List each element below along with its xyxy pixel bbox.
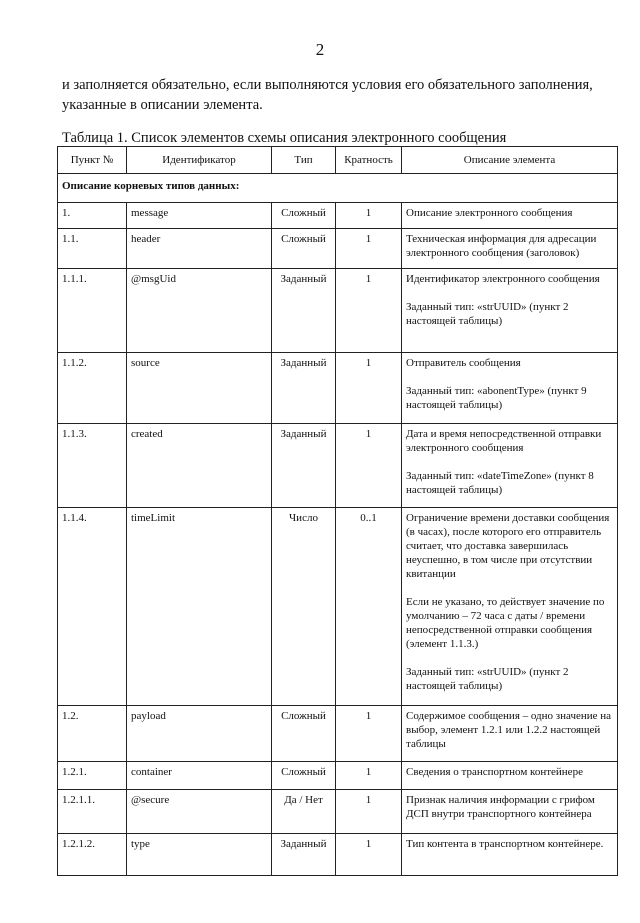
column-header-identifier: Идентификатор — [127, 147, 272, 174]
cell-multiplicity: 1 — [336, 424, 402, 508]
cell-multiplicity: 1 — [336, 353, 402, 424]
cell-description — [402, 424, 618, 508]
cell-identifier: payload — [127, 706, 272, 762]
cell-multiplicity: 1 — [336, 229, 402, 269]
cell-multiplicity: 1 — [336, 790, 402, 834]
description-paragraph: Идентификатор электронного сообщения — [406, 273, 600, 285]
page-number: 2 — [315, 40, 325, 59]
cell-multiplicity: 1 — [336, 834, 402, 876]
cell-description — [402, 762, 618, 790]
cell-identifier: type — [127, 834, 272, 876]
cell-description — [402, 508, 618, 706]
description-paragraph: Ограничение времени доставки сообщения (в часах), после которого его отправитель считает, что доставка завершилась неуспешно, в том числе при отсутствии квитанции — [406, 512, 610, 580]
cell-description — [402, 706, 618, 762]
cell-number: 1.1.3. — [58, 424, 127, 508]
cell-identifier: created — [127, 424, 272, 508]
cell-identifier: message — [127, 203, 272, 229]
intro-paragraph: и заполняется обязательно, если выполняются условия его обязательного заполнения, указанные в описании элемента. — [62, 77, 593, 113]
cell-type: Сложный — [272, 229, 336, 269]
cell-number: 1.2. — [58, 706, 127, 762]
cell-description — [402, 790, 618, 834]
description-paragraph: Заданный тип: «dateTimeZone» (пункт 8 настоящей таблицы) — [406, 470, 594, 496]
cell-multiplicity: 1 — [336, 706, 402, 762]
cell-type: Да / Нет — [272, 790, 336, 834]
table-row — [58, 229, 618, 269]
description-paragraph: Дата и время непосредственной отправки электронного сообщения — [406, 428, 602, 454]
cell-type: Сложный — [272, 762, 336, 790]
table-row — [58, 762, 618, 790]
description-paragraph: Признак наличия информации с грифом ДСП внутри транспортного контейнера — [406, 794, 595, 820]
cell-type: Заданный — [272, 269, 336, 353]
cell-description — [402, 353, 618, 424]
description-paragraph: Заданный тип: «strUUID» (пункт 2 настоящей таблицы) — [406, 666, 569, 692]
table-row — [58, 790, 618, 834]
cell-description — [402, 269, 618, 353]
description-paragraph: Сведения о транспортном контейнере — [406, 766, 583, 778]
description-paragraph: Отправитель сообщения — [406, 357, 521, 369]
cell-identifier: source — [127, 353, 272, 424]
description-paragraph: Описание электронного сообщения — [406, 207, 573, 219]
cell-description — [402, 229, 618, 269]
cell-number: 1.1.2. — [58, 353, 127, 424]
column-header-type: Тип — [272, 147, 336, 174]
table-row — [58, 203, 618, 229]
column-header-number: Пункт № — [58, 147, 127, 174]
description-paragraph: Заданный тип: «abonentType» (пункт 9 настоящей таблицы) — [406, 385, 587, 411]
cell-multiplicity: 1 — [336, 762, 402, 790]
cell-type: Заданный — [272, 834, 336, 876]
cell-number: 1.1. — [58, 229, 127, 269]
cell-identifier: @secure — [127, 790, 272, 834]
table-row — [58, 269, 618, 353]
description-paragraph: Тип контента в транспортном контейнере. — [406, 838, 604, 850]
table-row — [58, 706, 618, 762]
table-row — [58, 834, 618, 876]
elements-table — [57, 146, 618, 876]
cell-description — [402, 203, 618, 229]
cell-type: Число — [272, 508, 336, 706]
column-header-description: Описание элемента — [402, 147, 618, 174]
section-row — [58, 174, 618, 203]
cell-number: 1.2.1.1. — [58, 790, 127, 834]
cell-identifier: header — [127, 229, 272, 269]
table-row — [58, 508, 618, 706]
cell-number: 1. — [58, 203, 127, 229]
table-row — [58, 353, 618, 424]
table-header-row — [58, 147, 618, 174]
description-paragraph: Содержимое сообщения – одно значение на выбор, элемент 1.2.1 или 1.2.2 настоящей таблицы — [406, 710, 612, 750]
column-header-multiplicity: Кратность — [336, 147, 402, 174]
cell-number: 1.2.1.2. — [58, 834, 127, 876]
description-paragraph: Техническая информация для адресации электронного сообщения (заголовок) — [406, 233, 597, 259]
cell-identifier: timeLimit — [127, 508, 272, 706]
cell-multiplicity: 0..1 — [336, 508, 402, 706]
cell-description — [402, 834, 618, 876]
description-paragraph: Если не указано, то действует значение по умолчанию – 72 часа с даты / времени непосредственной отправки сообщения (элемент 1.1.3.) — [406, 596, 605, 650]
cell-type: Сложный — [272, 706, 336, 762]
description-paragraph: Заданный тип: «strUUID» (пункт 2 настоящей таблицы) — [406, 301, 569, 327]
cell-number: 1.1.1. — [58, 269, 127, 353]
cell-identifier: @msgUid — [127, 269, 272, 353]
table-caption: Таблица 1. Список элементов схемы описания электронного сообщения — [62, 130, 507, 146]
cell-number: 1.2.1. — [58, 762, 127, 790]
section-title: Описание корневых типов данных: — [58, 174, 618, 203]
table-row — [58, 424, 618, 508]
cell-multiplicity: 1 — [336, 269, 402, 353]
cell-number: 1.1.4. — [58, 508, 127, 706]
cell-multiplicity: 1 — [336, 203, 402, 229]
cell-type: Заданный — [272, 424, 336, 508]
cell-type: Заданный — [272, 353, 336, 424]
cell-identifier: container — [127, 762, 272, 790]
table-body — [58, 174, 618, 876]
cell-type: Сложный — [272, 203, 336, 229]
